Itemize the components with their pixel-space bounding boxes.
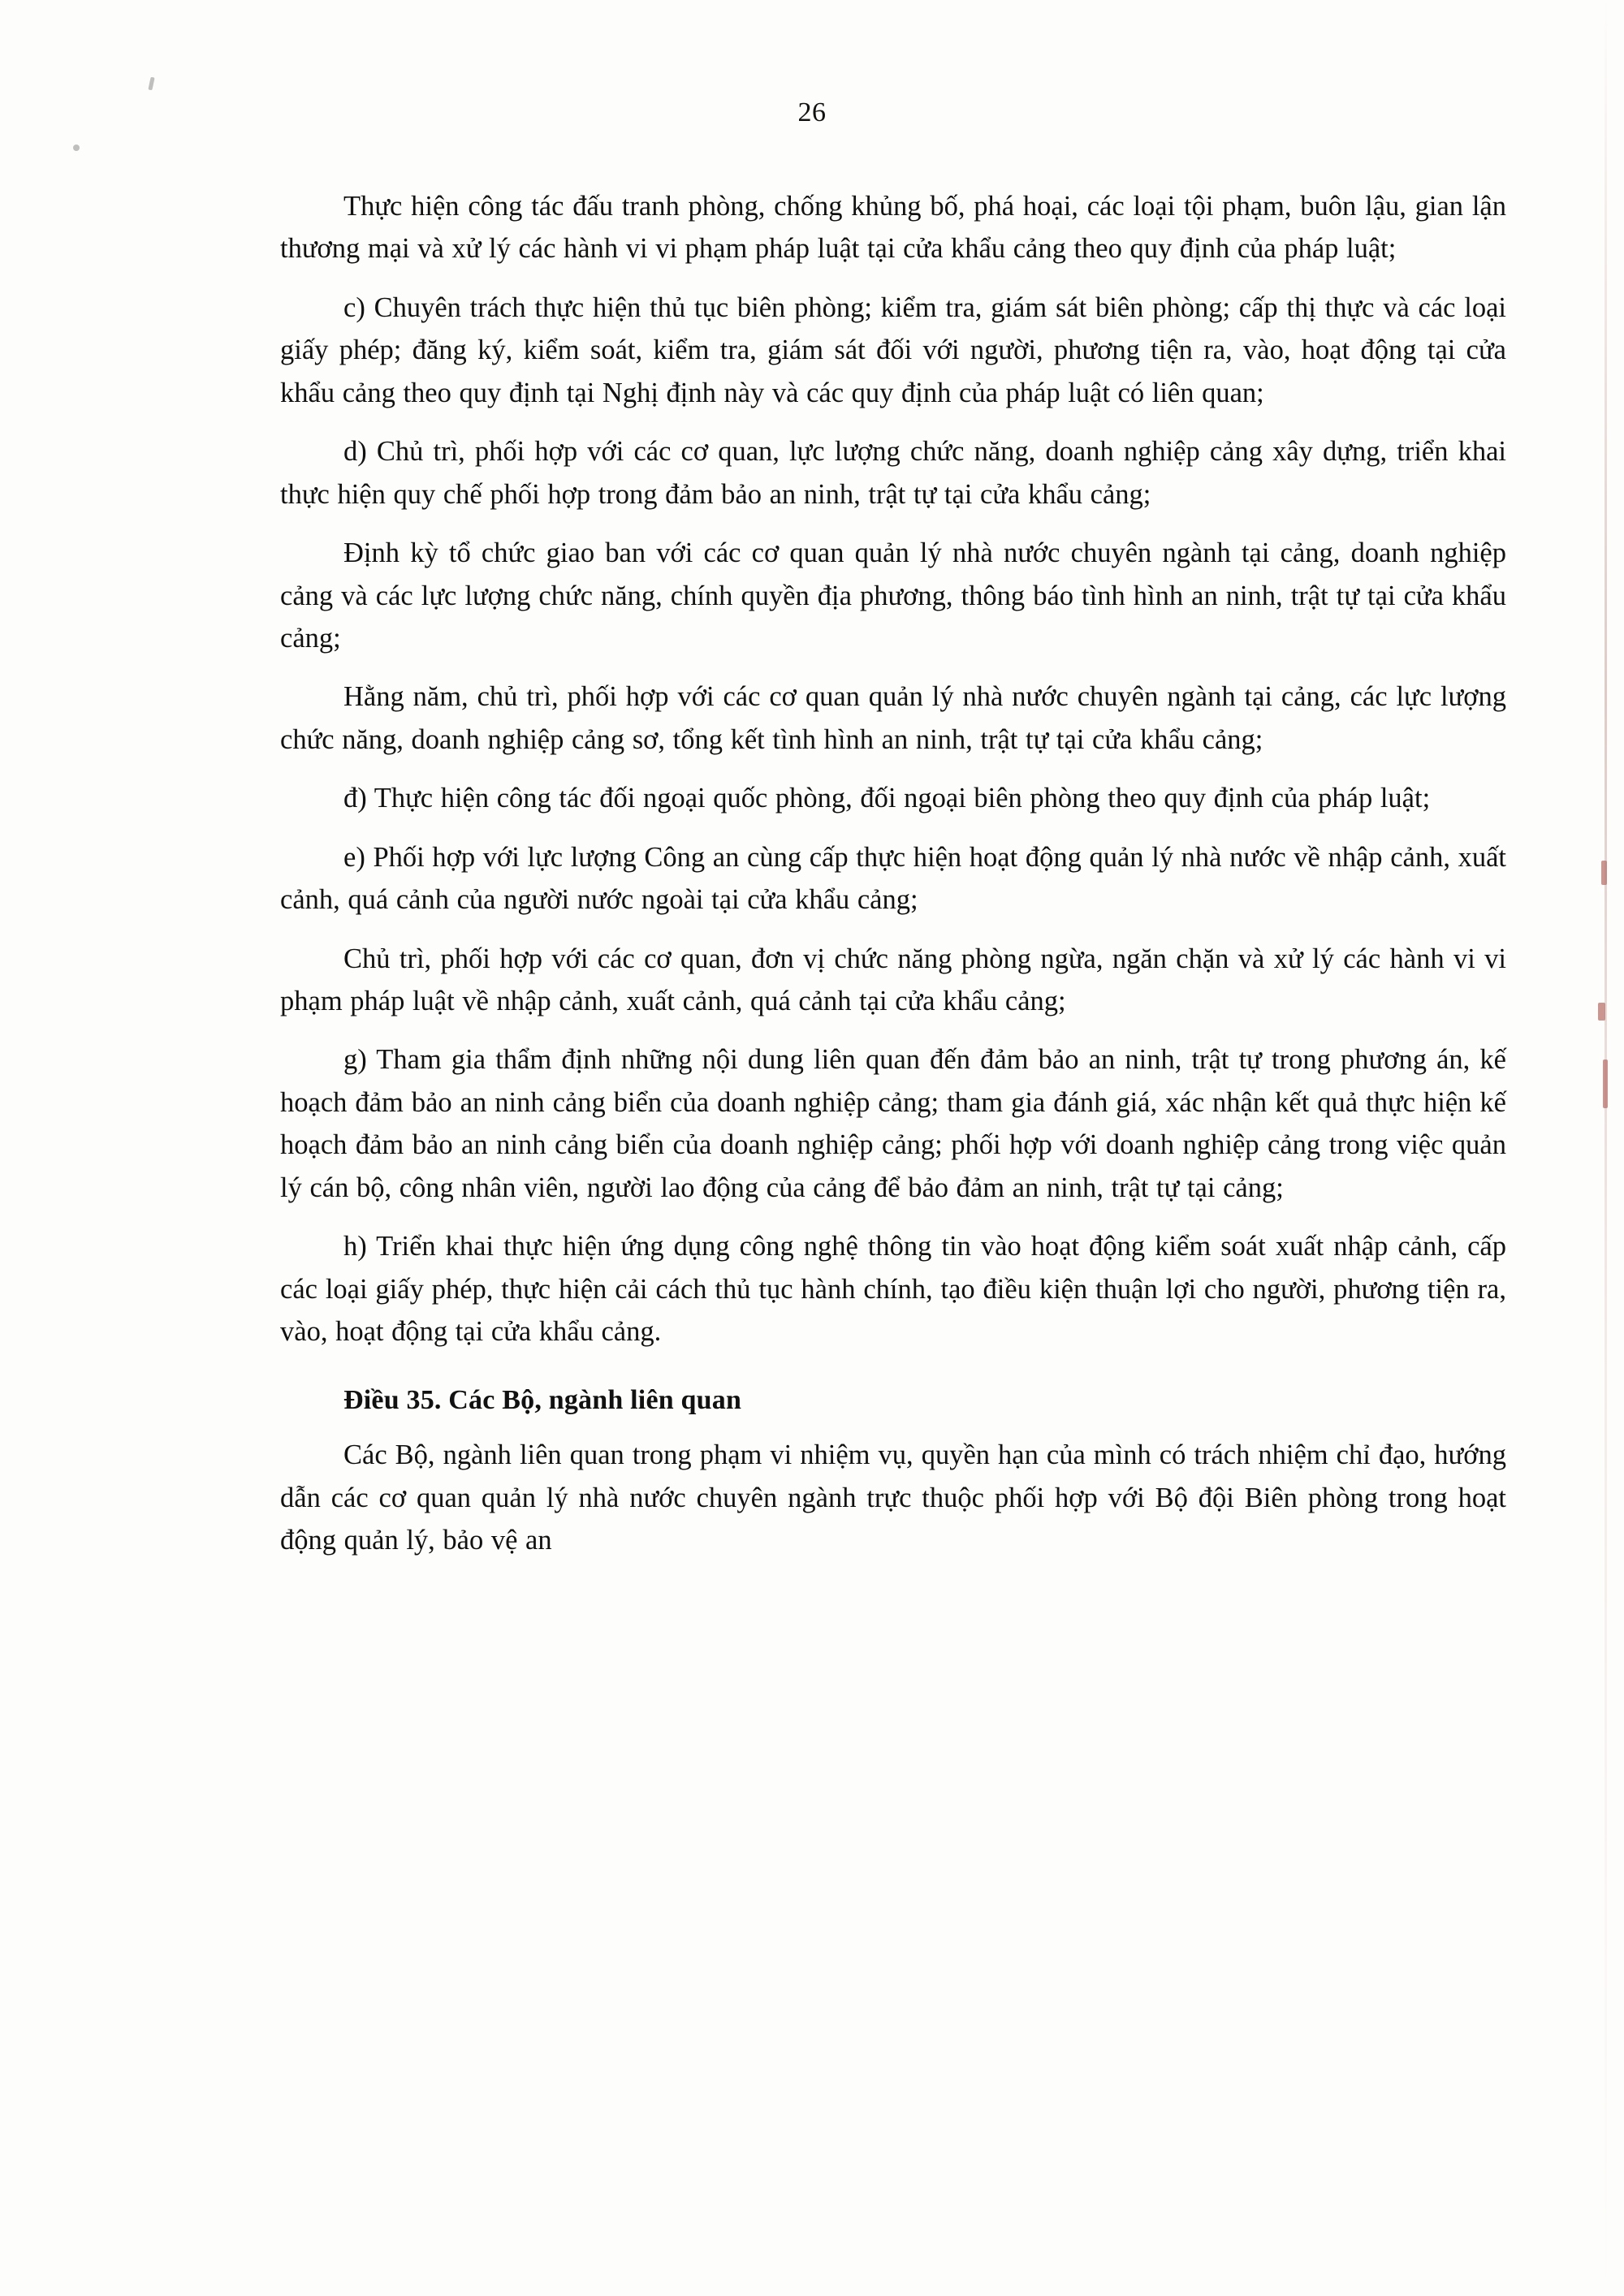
page-edge-streak (1605, 0, 1607, 2296)
paragraph: Hằng năm, chủ trì, phối hợp với các cơ quan quản lý nhà nước chuyên ngành tại cảng, các lực lượng chức năng, doanh nghiệp cảng sơ, tổng kết tình hình an ninh, trật tự tại cửa khẩu cảng; (280, 681, 1506, 755)
document-body (280, 185, 1506, 1577)
scan-speck (73, 145, 80, 151)
paragraph: e) Phối hợp với lực lượng Công an cùng cấp thực hiện hoạt động quản lý nhà nước về nhập cảnh, xuất cảnh, quá cảnh của người nước ngoài tại cửa khẩu cảng; (280, 841, 1506, 916)
paragraph: Thực hiện công tác đấu tranh phòng, chống khủng bố, phá hoại, các loại tội phạm, buôn lậu, gian lận thương mại và xử lý các hành vi vi phạm pháp luật tại cửa khẩu cảng theo quy định của pháp luật; (280, 191, 1506, 265)
paragraph: đ) Thực hiện công tác đối ngoại quốc phòng, đối ngoại biên phòng theo quy định của pháp luật; (343, 783, 1431, 814)
page-number: 26 (797, 97, 827, 127)
paragraph: Các Bộ, ngành liên quan trong phạm vi nhiệm vụ, quyền hạn của mình có trách nhiệm chỉ đạo, hướng dẫn các cơ quan quản lý nhà nước chuyên ngành trực thuộc phối hợp với Bộ đội Biên phòng trong hoạt động quản lý, bảo vệ an (280, 1439, 1506, 1556)
paragraph: c) Chuyên trách thực hiện thủ tục biên phòng; kiểm tra, giám sát biên phòng; cấp thị thực và các loại giấy phép; đăng ký, kiểm soát, kiểm tra, giám sát đối với người, phương tiện ra, vào, hoạt động tại cửa khẩu cảng theo quy định tại Nghị định này và các quy định của pháp luật có liên quan; (280, 291, 1506, 408)
paragraph: h) Triển khai thực hiện ứng dụng công nghệ thông tin vào hoạt động kiểm soát xuất nhập cảnh, cấp các loại giấy phép, thực hiện cải cách thủ tục hành chính, tạo điều kiện thuận lợi cho người, phương tiện ra, vào, hoạt động tại cửa khẩu cảng. (280, 1231, 1506, 1348)
margin-mark (1601, 861, 1607, 885)
paragraph: g) Tham gia thẩm định những nội dung liên quan đến đảm bảo an ninh, trật tự trong phương án, kế hoạch đảm bảo an ninh cảng biển của doanh nghiệp cảng; tham gia đánh giá, xác nhận kết quả thực hiện kế hoạch đảm bảo an ninh cảng biển của doanh nghiệp cảng; phối hợp với doanh nghiệp cảng trong việc quản lý cán bộ, công nhân viên, người lao động của cảng để bảo đảm an ninh, trật tự tại cảng; (280, 1044, 1506, 1203)
article-heading: Điều 35. Các Bộ, ngành liên quan (343, 1384, 742, 1415)
margin-mark (1603, 1060, 1608, 1108)
paragraph: Chủ trì, phối hợp với các cơ quan, đơn vị chức năng phòng ngừa, ngăn chặn và xử lý các hành vi vi phạm pháp luật về nhập cảnh, xuất cảnh, quá cảnh tại cửa khẩu cảng; (280, 943, 1506, 1016)
paragraph: d) Chủ trì, phối hợp với các cơ quan, lực lượng chức năng, doanh nghiệp cảng xây dựng, triển khai thực hiện quy chế phối hợp trong đảm bảo an ninh, trật tự tại cửa khẩu cảng; (280, 436, 1506, 510)
paragraph: Định kỳ tổ chức giao ban với các cơ quan quản lý nhà nước chuyên ngành tại cảng, doanh nghiệp cảng và các lực lượng chức năng, chính quyền địa phương, thông báo tình hình an ninh, trật tự tại cửa khẩu cảng; (280, 537, 1506, 654)
scan-speck (148, 77, 154, 91)
margin-mark (1598, 1003, 1605, 1021)
